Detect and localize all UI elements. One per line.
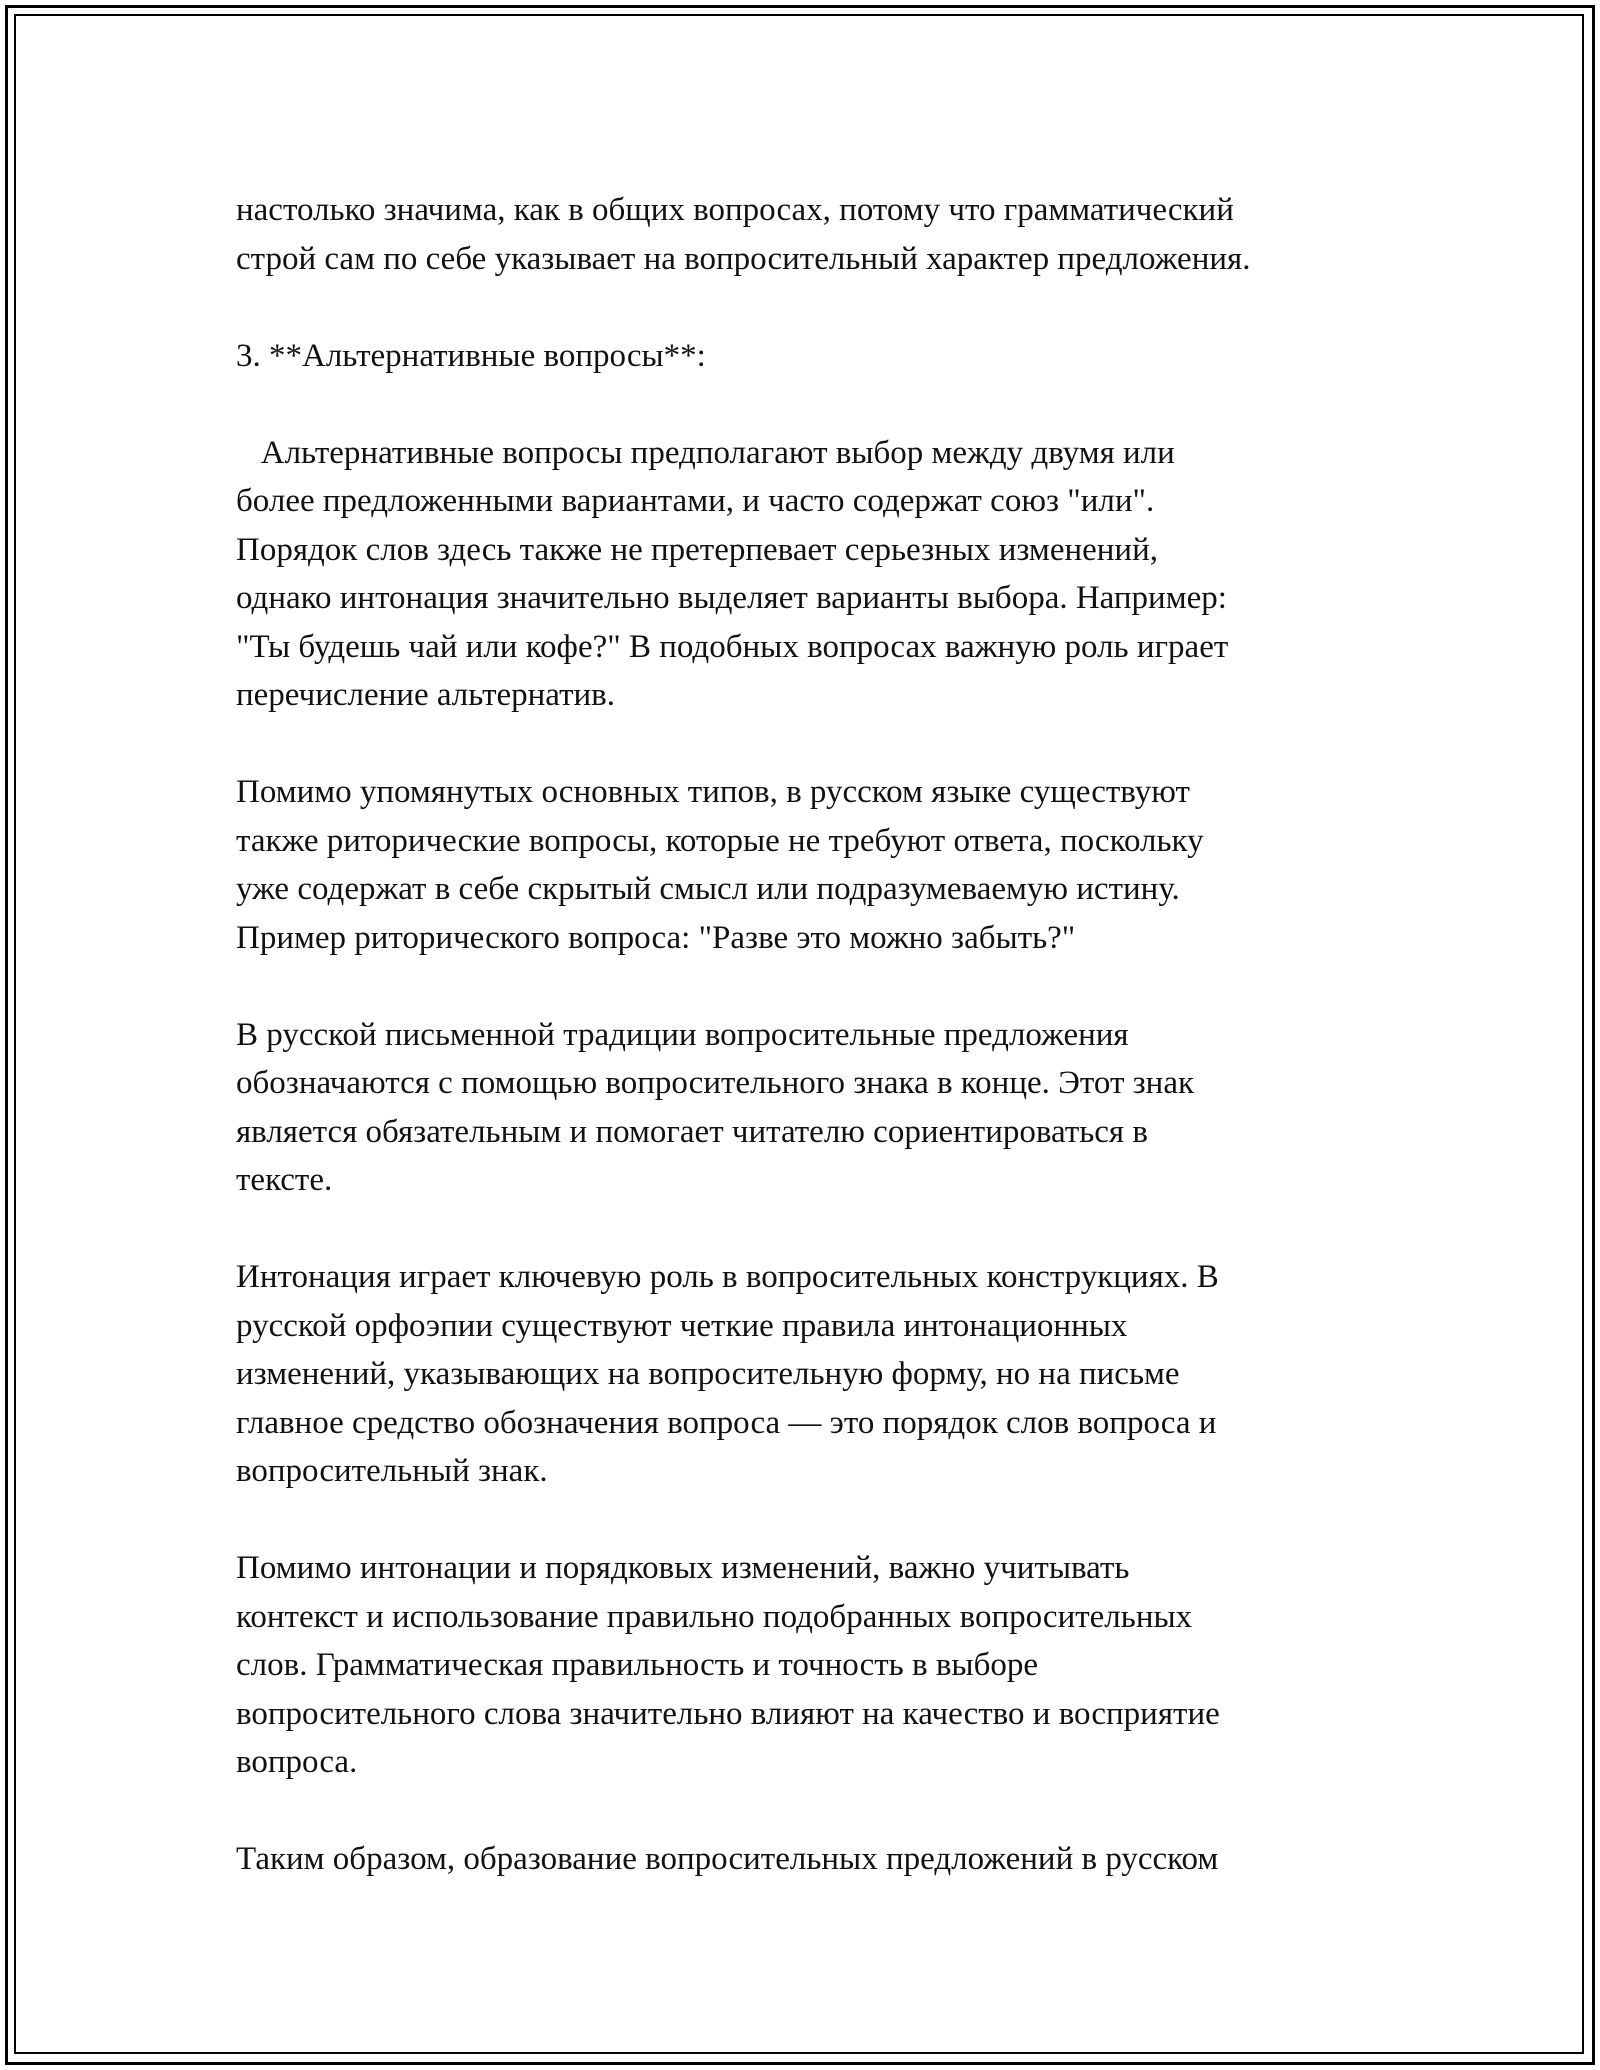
document-body: [236, 186, 1396, 1884]
paragraph-rhetorical-questions: Помимо упомянутых основных типов, в русском языке существуют также риторические вопросы, которые не требуют ответа, поскольку уже содержат в себе скрытый смысл или подразумеваемую истину. Пример риторического вопроса: "Разве это можно забыть?": [236, 774, 1204, 956]
paragraph-context: Помимо интонации и порядковых изменений, важно учитывать контекст и использование правильно подобранных вопросительных слов. Грамматическая правильность и точность в выборе вопросительного слова значительно влияют на качество и восприятие вопроса.: [236, 1550, 1220, 1780]
paragraph-alternative-questions: Альтернативные вопросы предполагают выбор между двумя или более предложенными вариантами, и часто содержат союз "или". Порядок слов здесь также не претерпевает серьезных изменений, однако интонация значительно выделяет варианты выбора. Например: "Ты будешь чай или кофе?" В подобных вопросах важную роль играет перечисление альтернатив.: [236, 434, 1229, 713]
list-heading-alternative-questions: 3. **Альтернативные вопросы**:: [236, 337, 706, 374]
paragraph-intonation: Интонация играет ключевую роль в вопросительных конструкциях. В русской орфоэпии существуют четкие правила интонационных изменений, указывающих на вопросительную форму, но на письме главное средство обозначения вопроса — это порядок слов вопроса и вопросительный знак.: [236, 1259, 1219, 1489]
paragraph-question-mark: В русской письменной традиции вопросительные предложения обозначаются с помощью вопросительного знака в конце. Этот знак является обязательным и помогает читателю сориентироваться в тексте.: [236, 1016, 1195, 1198]
paragraph-conclusion: Таким образом, образование вопросительных предложений в русском: [236, 1841, 1219, 1877]
paragraph-continuation: настолько значима, как в общих вопросах, потому что грамматический строй сам по себе указывает на вопросительный характер предложения.: [236, 192, 1251, 277]
